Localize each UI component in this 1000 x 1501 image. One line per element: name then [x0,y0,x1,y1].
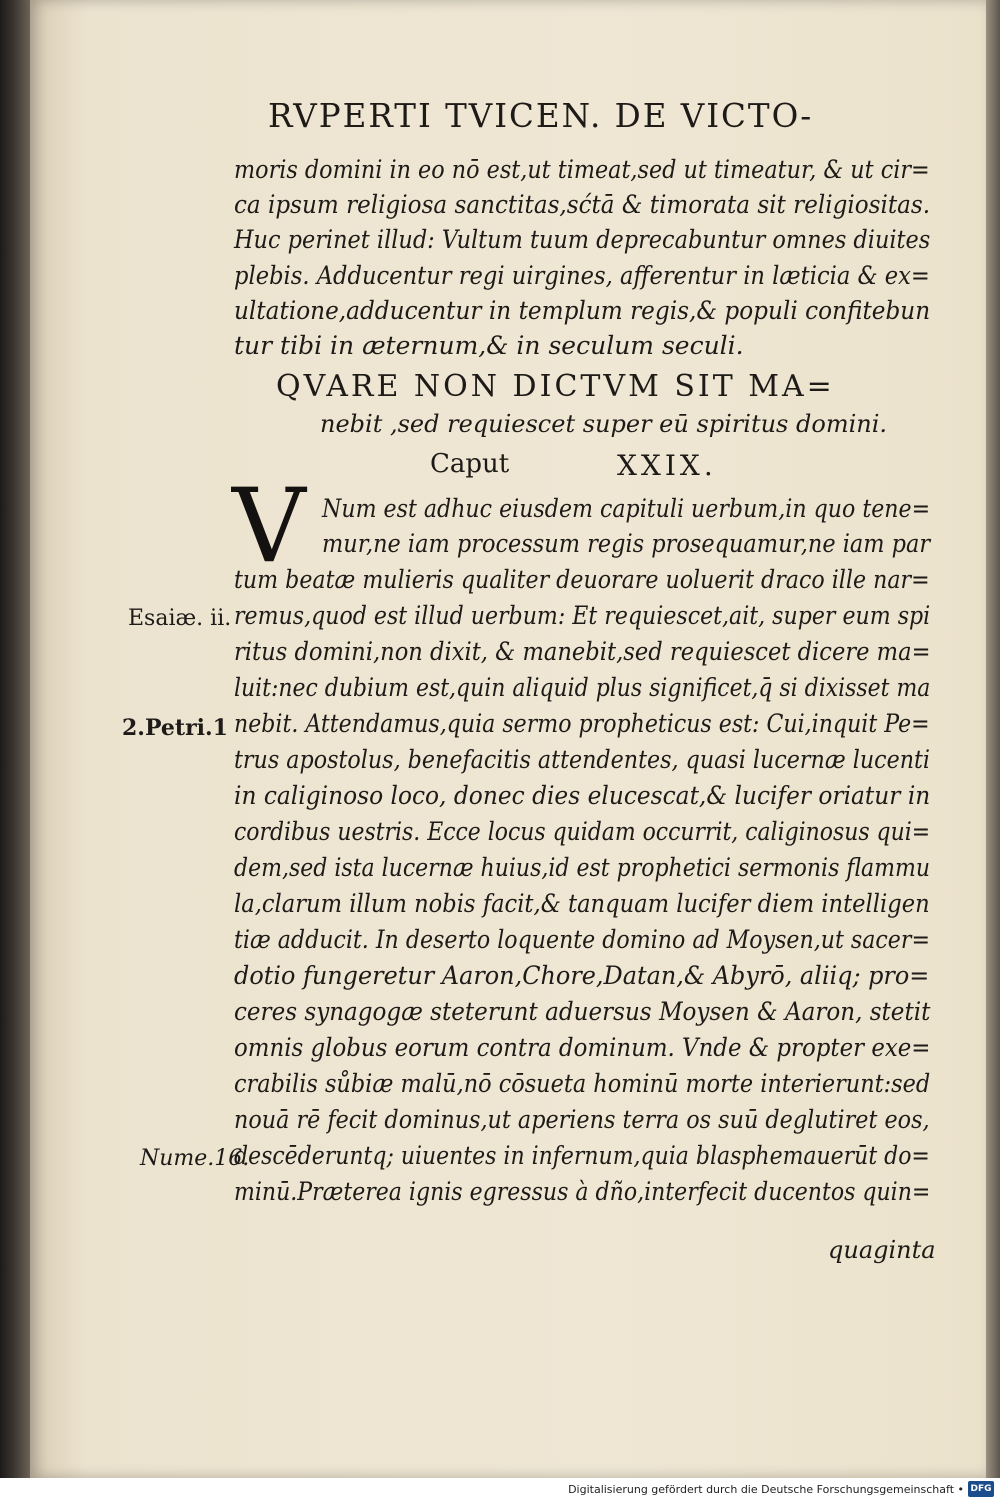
body-line: mur,ne iam processum regis prosequamur,ne iam par [322,529,931,558]
body-line: ritus domini,non dixit, & manebit,sed requiescet dicere ma= [234,637,931,666]
body-line: nouā rē fecit dominus,ut aperiens terra os suū deglutiret eos, [234,1105,930,1134]
body-line: luit:nec dubium est,quin aliquid plus significet,q̄ si dixisset ma [234,673,931,702]
body-line: descēderuntq; uiuentes in infernum,quia blasphemauerūt do= [234,1141,930,1170]
body-line: in caliginoso loco, donec dies elucescat,& lucifer oriatur in [234,781,931,810]
body-line: dem,sed ista lucernæ huius,id est prophetici sermonis flammu [234,853,931,882]
body-line: Num est adhuc eiusdem capituli uerbum,in quo tene= [322,494,931,523]
body-line: tum beatæ mulieris qualiter deuorare uoluerit draco ille nar= [234,565,930,594]
body-line: omnis globus eorum contra dominum. Vnde & propter exe= [234,1033,931,1062]
body-line: Huc perinet illud: Vultum tuum deprecabuntur omnes diuites [234,225,931,254]
body-line: dotio fungeretur Aaron,Chore,Datan,& Abyrō, aliiq; pro= [234,961,930,990]
margin-note-nume: Nume.16. [140,1146,250,1171]
catchword: quaginta [828,1236,936,1264]
body-line: trus apostolus, benefacitis attendentes, quasi lucernæ lucenti [234,745,931,774]
body-line: minū.Præterea ignis egressus à dño,interfecit ducentos quin= [234,1177,931,1206]
body-line: moris domini in eo nō est,ut timeat,sed ut timeatur, & ut cir= [234,155,930,184]
body-line: la,clarum illum nobis facit,& tanquam lucifer diem intelligen [234,889,930,918]
page-edge [986,0,1000,1478]
drop-cap: V [232,467,306,586]
caput-number: XXIX. [617,449,717,482]
body-line: crabilis sůbiæ malū,nō cōsueta hominū morte interierunt:sed [234,1069,931,1098]
body-line: cordibus uestris. Ecce locus quidam occurrit, caliginosus qui= [234,817,931,846]
running-head: RVPERTI TVICEN. DE VICTO‐ [268,96,814,135]
body-line: nebit. Attendamus,quia sermo propheticus est: Cui,inquit Pe= [234,709,930,738]
chapter-subtitle: nebit ,sed requiescet super eū spiritus domini. [320,410,888,438]
body-line: ultatione,adducentur in templum regis,& populi confitebun [234,296,931,325]
body-line: ceres synagogæ steterunt aduersus Moysen & Aaron, stetit [234,997,931,1026]
chapter-title: QVARE NON DICTVM SIT MA= [276,369,835,404]
dfg-logo: DFG [968,1481,994,1497]
body-line: ca ipsum religiosa sanctitas,sćtā & timorata sit religiositas. [234,190,931,219]
book-spine [0,0,30,1501]
body-line: tur tibi in æternum,& in seculum seculi. [234,331,744,360]
body-line: tiæ adducit. In deserto loquente domino ad Moysen,ut sacer= [234,925,930,954]
footer-credit: Digitalisierung gefördert durch die Deutsche Forschungsgemeinschaft • [568,1483,964,1496]
body-line: remus,quod est illud uerbum: Et requiescet,ait, super eum spi [234,601,931,630]
caput-label: Caput [430,449,510,479]
margin-note-esaiae: Esaiæ. ii. [128,606,232,631]
margin-note-petri: 2.Petri.1 [122,715,228,741]
body-line: plebis. Adducentur regi uirgines, afferentur in læticia & ex= [234,261,930,290]
